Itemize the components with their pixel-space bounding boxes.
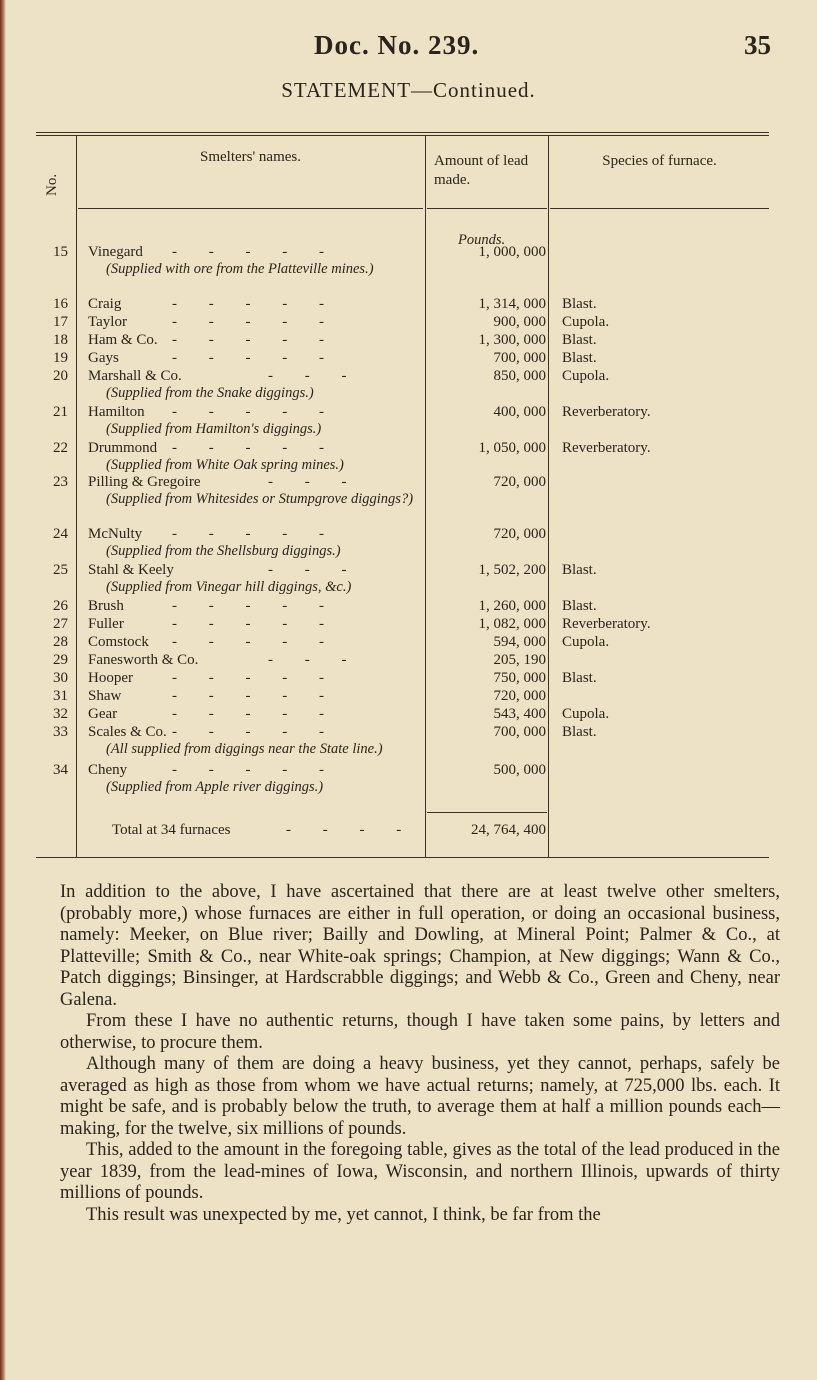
smelter-name: Pilling & Gregoire bbox=[88, 474, 201, 490]
row-number: 27 bbox=[53, 616, 68, 632]
lead-amount: 900, 000 bbox=[493, 314, 546, 330]
row-number: 29 bbox=[53, 652, 68, 668]
supply-note: (Supplied from Vinegar hill diggings, &c.) bbox=[106, 579, 352, 595]
smelter-name: Cheny bbox=[88, 762, 128, 778]
smelter-name: Taylor bbox=[88, 314, 127, 330]
supply-note: (Supplied with ore from the Platteville mines.) bbox=[106, 261, 374, 277]
furnace-species: Blast. bbox=[562, 670, 597, 686]
smelter-name: Gear bbox=[88, 706, 118, 722]
body-text bbox=[60, 882, 780, 1226]
furnace-species: Blast. bbox=[562, 562, 597, 578]
paragraph-4: This, added to the amount in the foregoing table, gives as the total of the lead produced in the year 1839, from the lead-mines of Iowa, Wisconsin, and northern Illinois, upwards of thirty millions of pounds. bbox=[60, 1140, 780, 1203]
lead-amount: 205, 190 bbox=[493, 652, 546, 668]
supply-note: (Supplied from Apple river diggings.) bbox=[106, 779, 324, 795]
smelter-name: Fuller bbox=[88, 616, 124, 632]
paragraph-5: This result was unexpected by me, yet cannot, I think, be far from the bbox=[86, 1204, 601, 1225]
row-number: 26 bbox=[53, 598, 68, 614]
furnace-species: Blast. bbox=[562, 350, 597, 366]
smelter-name: Gays bbox=[88, 350, 119, 366]
smelter-name: Fanesworth & Co. bbox=[88, 652, 199, 668]
col-header-smelters: Smelters' names. bbox=[199, 149, 301, 165]
total-amount: 24, 764, 400 bbox=[471, 822, 546, 838]
row-number: 17 bbox=[53, 314, 68, 330]
row-number: 19 bbox=[53, 350, 68, 366]
statement-table bbox=[36, 132, 769, 860]
furnace-species: Blast. bbox=[562, 296, 597, 312]
leader-dashes: - - - - - bbox=[172, 706, 338, 722]
furnace-species: Blast. bbox=[562, 724, 597, 740]
furnace-species: Blast. bbox=[562, 332, 597, 348]
smelter-name: Hooper bbox=[88, 670, 133, 686]
total-rule bbox=[427, 812, 547, 813]
lead-amount: 594, 000 bbox=[493, 634, 546, 650]
paragraph-1: In addition to the above, I have ascertained that there are at least twelve other smelters, (probably more,) whose furnaces are either in full operation, or doing an occasional business, namely: Meeker, on Blue river; Bailly and Dowling, at Mineral Point; Palmer & Co., at Platteville; Smith & Co., near White-oak springs; Champion, at New diggings; Wann & Co., Patch diggings; Binsinger, at Hardscrabble diggings; and Webb & Co., Green and Cheny, near Galena. bbox=[60, 882, 780, 1010]
col-divider-no bbox=[76, 135, 77, 857]
leader-dashes: - - - - - bbox=[172, 350, 338, 366]
lead-amount: 1, 300, 000 bbox=[478, 332, 546, 348]
lead-amount: 1, 082, 000 bbox=[478, 616, 546, 632]
lead-amount: 1, 050, 000 bbox=[478, 440, 546, 456]
lead-amount: 700, 000 bbox=[493, 350, 546, 366]
paragraph-3: Although many of them are doing a heavy business, yet they cannot, perhaps, safely be averaged as high as those from whom we have actual returns; namely, at 725,000 lbs. each. It might be safe, and is probably below the truth, to average them at half a million pounds each—making, for the twelve, six millions of pounds. bbox=[60, 1054, 780, 1139]
row-number: 31 bbox=[53, 688, 68, 704]
row-number: 16 bbox=[53, 296, 68, 312]
leader-dashes: - - - - - bbox=[172, 332, 338, 348]
furnace-species: Reverberatory. bbox=[562, 616, 651, 632]
table-top-rule-2 bbox=[36, 135, 769, 136]
paragraph-2: From these I have no authentic returns, though I have taken some pains, by letters and otherwise, to procure them. bbox=[60, 1011, 780, 1053]
row-number: 21 bbox=[53, 404, 68, 420]
page-edge bbox=[0, 0, 6, 1380]
row-number: 33 bbox=[53, 724, 68, 740]
leader-dashes: - - - bbox=[268, 474, 361, 490]
smelter-name: Drummond bbox=[88, 440, 158, 456]
leader-dashes: - - - bbox=[268, 562, 361, 578]
lead-amount: 1, 000, 000 bbox=[478, 244, 546, 260]
lead-amount: 750, 000 bbox=[493, 670, 546, 686]
smelter-name: Brush bbox=[88, 598, 124, 614]
lead-amount: 1, 502, 200 bbox=[478, 562, 546, 578]
furnace-species: Reverberatory. bbox=[562, 404, 651, 420]
header-rule-amount bbox=[427, 208, 547, 209]
furnace-species: Cupola. bbox=[562, 314, 610, 330]
row-number: 34 bbox=[53, 762, 68, 778]
page-number: 35 bbox=[744, 30, 771, 60]
leader-dashes: - - - - - bbox=[172, 526, 338, 542]
page-header bbox=[0, 28, 817, 68]
leader-dashes: - - - - - bbox=[172, 440, 338, 456]
leader-dashes: - - - - - bbox=[172, 404, 338, 420]
statement-title: STATEMENT—Continued. bbox=[281, 78, 536, 102]
col-header-amount: Amount of lead made. bbox=[434, 153, 529, 188]
supply-note: (All supplied from diggings near the State line.) bbox=[106, 741, 383, 757]
row-number: 15 bbox=[53, 244, 68, 260]
row-number: 20 bbox=[53, 368, 68, 384]
leader-dashes: - - - bbox=[268, 652, 361, 668]
units-label: Pounds. bbox=[458, 232, 506, 248]
col-header-species: Species of furnace. bbox=[602, 153, 717, 169]
supply-note: (Supplied from Whitesides or Stumpgrove diggings?) bbox=[106, 491, 414, 507]
row-number: 22 bbox=[53, 440, 68, 456]
header-rule-name bbox=[78, 208, 423, 209]
total-dashes: - - - - bbox=[286, 822, 416, 838]
leader-dashes: - - - - - bbox=[172, 762, 338, 778]
smelter-name: Craig bbox=[88, 296, 122, 312]
lead-amount: 720, 000 bbox=[493, 688, 546, 704]
col-header-no: No. bbox=[44, 173, 60, 196]
row-number: 23 bbox=[53, 474, 68, 490]
lead-amount: 400, 000 bbox=[493, 404, 546, 420]
row-number: 32 bbox=[53, 706, 68, 722]
smelter-name: Vinegard bbox=[88, 244, 143, 260]
furnace-species: Cupola. bbox=[562, 368, 610, 384]
smelter-name: Ham & Co. bbox=[88, 332, 158, 348]
smelter-name: Scales & Co. bbox=[88, 724, 167, 740]
leader-dashes: - - - - - bbox=[172, 616, 338, 632]
lead-amount: 1, 260, 000 bbox=[478, 598, 546, 614]
lead-amount: 700, 000 bbox=[493, 724, 546, 740]
supply-note: (Supplied from White Oak spring mines.) bbox=[106, 457, 344, 473]
row-number: 18 bbox=[53, 332, 68, 348]
supply-note: (Supplied from the Shellsburg diggings.) bbox=[106, 543, 341, 559]
smelter-name: Shaw bbox=[88, 688, 122, 704]
lead-amount: 500, 000 bbox=[493, 762, 546, 778]
leader-dashes: - - - bbox=[268, 368, 361, 384]
row-number: 30 bbox=[53, 670, 68, 686]
smelter-name: Stahl & Keely bbox=[88, 562, 174, 578]
smelter-name: McNulty bbox=[88, 526, 143, 542]
table-bottom-rule bbox=[36, 857, 769, 858]
leader-dashes: - - - - - bbox=[172, 314, 338, 330]
leader-dashes: - - - - - bbox=[172, 670, 338, 686]
col-divider-amount bbox=[548, 135, 549, 857]
furnace-species: Cupola. bbox=[562, 706, 610, 722]
supply-note: (Supplied from Hamilton's diggings.) bbox=[106, 421, 322, 437]
leader-dashes: - - - - - bbox=[172, 724, 338, 740]
leader-dashes: - - - - - bbox=[172, 296, 338, 312]
header-rule-species bbox=[550, 208, 769, 209]
leader-dashes: - - - - - bbox=[172, 688, 338, 704]
leader-dashes: - - - - - bbox=[172, 244, 338, 260]
lead-amount: 720, 000 bbox=[493, 474, 546, 490]
furnace-species: Blast. bbox=[562, 598, 597, 614]
lead-amount: 543, 400 bbox=[493, 706, 546, 722]
furnace-species: Cupola. bbox=[562, 634, 610, 650]
row-number: 25 bbox=[53, 562, 68, 578]
smelter-name: Marshall & Co. bbox=[88, 368, 182, 384]
furnace-species: Reverberatory. bbox=[562, 440, 651, 456]
row-number: 28 bbox=[53, 634, 68, 650]
doc-title: Doc. No. 239. bbox=[314, 30, 480, 60]
row-number: 24 bbox=[53, 526, 68, 542]
supply-note: (Supplied from the Snake diggings.) bbox=[106, 385, 314, 401]
lead-amount: 850, 000 bbox=[493, 368, 546, 384]
smelter-name: Hamilton bbox=[88, 404, 145, 420]
leader-dashes: - - - - - bbox=[172, 634, 338, 650]
leader-dashes: - - - - - bbox=[172, 598, 338, 614]
lead-amount: 1, 314, 000 bbox=[478, 296, 546, 312]
smelter-name: Comstock bbox=[88, 634, 149, 650]
table-top-rule bbox=[36, 132, 769, 133]
lead-amount: 720, 000 bbox=[493, 526, 546, 542]
total-label: Total at 34 furnaces bbox=[112, 822, 231, 838]
